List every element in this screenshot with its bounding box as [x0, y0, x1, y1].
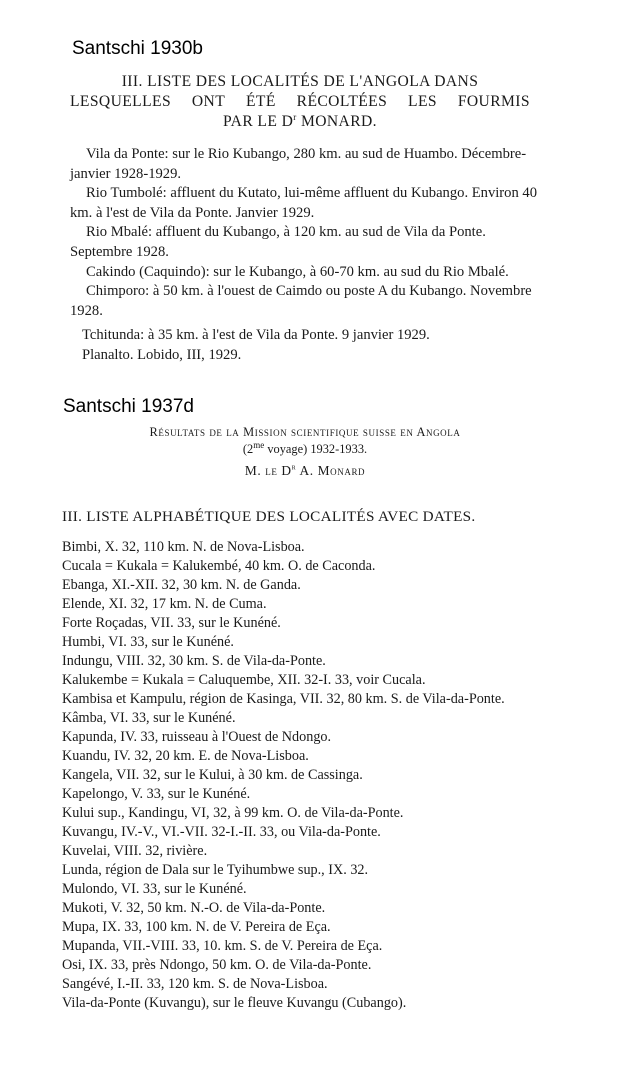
locality-entry: Rio Tumbolé: affluent du Kutato, lui-même affluent du Kubango. Environ 40 km. à l'est de Vila da Ponte. Janvier 1929.: [70, 185, 538, 221]
locality-item: Kuandu, IV. 32, 20 km. E. de Nova-Lisboa.: [62, 748, 309, 764]
locality-item: Lunda, région de Dala sur le Tyihumbwe sup., IX. 32.: [62, 862, 369, 878]
locality-list-1937: [62, 538, 532, 1013]
locality-item: Kapunda, IV. 33, ruisseau à l'Ouest de Ndongo.: [62, 729, 332, 745]
locality-item: Mulondo, VI. 33, sur le Kunéné.: [62, 881, 247, 897]
locality-entry: Rio Mbalé: affluent du Kubango, à 120 km. au sud de Vila da Ponte. Septembre 1928.: [70, 224, 486, 260]
locality-item: Indungu, VIII. 32, 30 km. S. de Vila-da-Ponte.: [62, 653, 326, 669]
source-label-1937: Santschi 1937d: [63, 396, 194, 417]
header-subtitle-sup: me: [253, 439, 265, 450]
header-author: [60, 462, 550, 479]
locality-entry: Chimporo: à 50 km. à l'ouest de Caimdo ou poste A du Kubango. Novembre 1928.: [70, 283, 532, 319]
locality-item: Forte Roçadas, VII. 33, sur le Kunéné.: [62, 615, 281, 631]
locality-item: Kangela, VII. 32, sur le Kului, à 30 km. de Cassinga.: [62, 767, 363, 783]
locality-item: Osi, IX. 33, près Ndongo, 50 km. O. de Vila-da-Ponte.: [62, 957, 372, 973]
title-word: ÉTÉ: [246, 93, 276, 110]
title-word: ONT: [191, 93, 226, 110]
locality-entry: Tchitunda: à 35 km. à l'est de Vila da Ponte. 9 janvier 1929.: [82, 327, 430, 344]
locality-item: Kuvangu, IV.-V., VI.-VII. 32-I.-II. 33, ou Vila-da-Ponte.: [62, 824, 381, 840]
title-word: RÉCOLTÉES: [296, 93, 388, 110]
author-pre: M. le D: [244, 463, 292, 478]
title-line-3-text: PAR LE D: [223, 113, 294, 130]
locality-item: Mukoti, V. 32, 50 km. N.-O. de Vila-da-Ponte.: [62, 900, 326, 916]
author-sup: r: [291, 461, 297, 472]
title-word: FOURMIS: [457, 93, 530, 110]
locality-item: Sangévé, I.-II. 33, 120 km. S. de Nova-Lisboa.: [62, 976, 328, 992]
locality-item: Kului sup., Kandingu, VI, 32, à 99 km. O. de Vila-da-Ponte.: [62, 805, 404, 821]
locality-item: Mupanda, VII.-VIII. 33, 10. km. S. de V. Pereira de Eça.: [62, 938, 383, 954]
locality-item: Cucala = Kukala = Kalukembé, 40 km. O. de Caconda.: [62, 558, 376, 574]
locality-item: Bimbi, X. 32, 110 km. N. de Nova-Lisboa.: [62, 539, 305, 555]
title-line-3-post: MONARD.: [296, 113, 377, 130]
locality-item: Kambisa et Kampulu, région de Kasinga, VII. 32, 80 km. S. de Vila-da-Ponte.: [62, 691, 505, 707]
locality-item: Elende, XI. 32, 17 km. N. de Cuma.: [62, 596, 267, 612]
header-subtitle-pre: (2: [242, 442, 254, 456]
locality-list-1930: [70, 145, 540, 366]
author-post: A. Monard: [296, 463, 366, 478]
title-word: LES: [408, 93, 437, 110]
locality-entry: Cakindo (Caquindo): sur le Kubango, à 60-70 km. au sud du Rio Mbalé.: [86, 263, 509, 280]
header-title: Résultats de la Mission scientifique suisse en Angola: [149, 425, 461, 439]
title-line-3: [70, 112, 530, 132]
locality-item: Kâmba, VI. 33, sur le Kunéné.: [62, 710, 236, 726]
locality-item: Mupa, IX. 33, 100 km. N. de V. Pereira de Eça.: [62, 919, 331, 935]
header-subtitle: [60, 441, 550, 458]
list-title-1937: III. LISTE ALPHABÉTIQUE DES LOCALITÉS AVEC DATES.: [62, 508, 476, 525]
title-word: LESQUELLES: [70, 93, 172, 110]
locality-item: Humbi, VI. 33, sur le Kunéné.: [62, 634, 234, 650]
source-label-1930: Santschi 1930b: [72, 38, 203, 59]
section-title-1930: [70, 72, 530, 132]
locality-item: Kuvelai, VIII. 32, rivière.: [62, 843, 208, 859]
title-line-3-sup: r: [293, 111, 297, 122]
title-line-2: [70, 92, 530, 112]
locality-item: Kapelongo, V. 33, sur le Kunéné.: [62, 786, 251, 802]
locality-entry: Planalto. Lobido, III, 1929.: [82, 346, 242, 363]
header-subtitle-post: voyage) 1932-1933.: [264, 442, 368, 456]
locality-item: Ebanga, XI.-XII. 32, 30 km. N. de Ganda.: [62, 577, 301, 593]
title-line-1: III. LISTE DES LOCALITÉS DE L'ANGOLA DANS: [121, 73, 479, 90]
locality-entry: Vila da Ponte: sur le Rio Kubango, 280 km. au sud de Huambo. Décembre-janvier 1928-1929.: [70, 146, 527, 182]
locality-item: Vila-da-Ponte (Kuvangu), sur le fleuve Kuvangu (Cubango).: [62, 995, 407, 1011]
locality-item: Kalukembe = Kukala = Caluquembe, XII. 32-I. 33, voir Cucala.: [62, 672, 426, 688]
publication-header-1937: [60, 424, 550, 479]
